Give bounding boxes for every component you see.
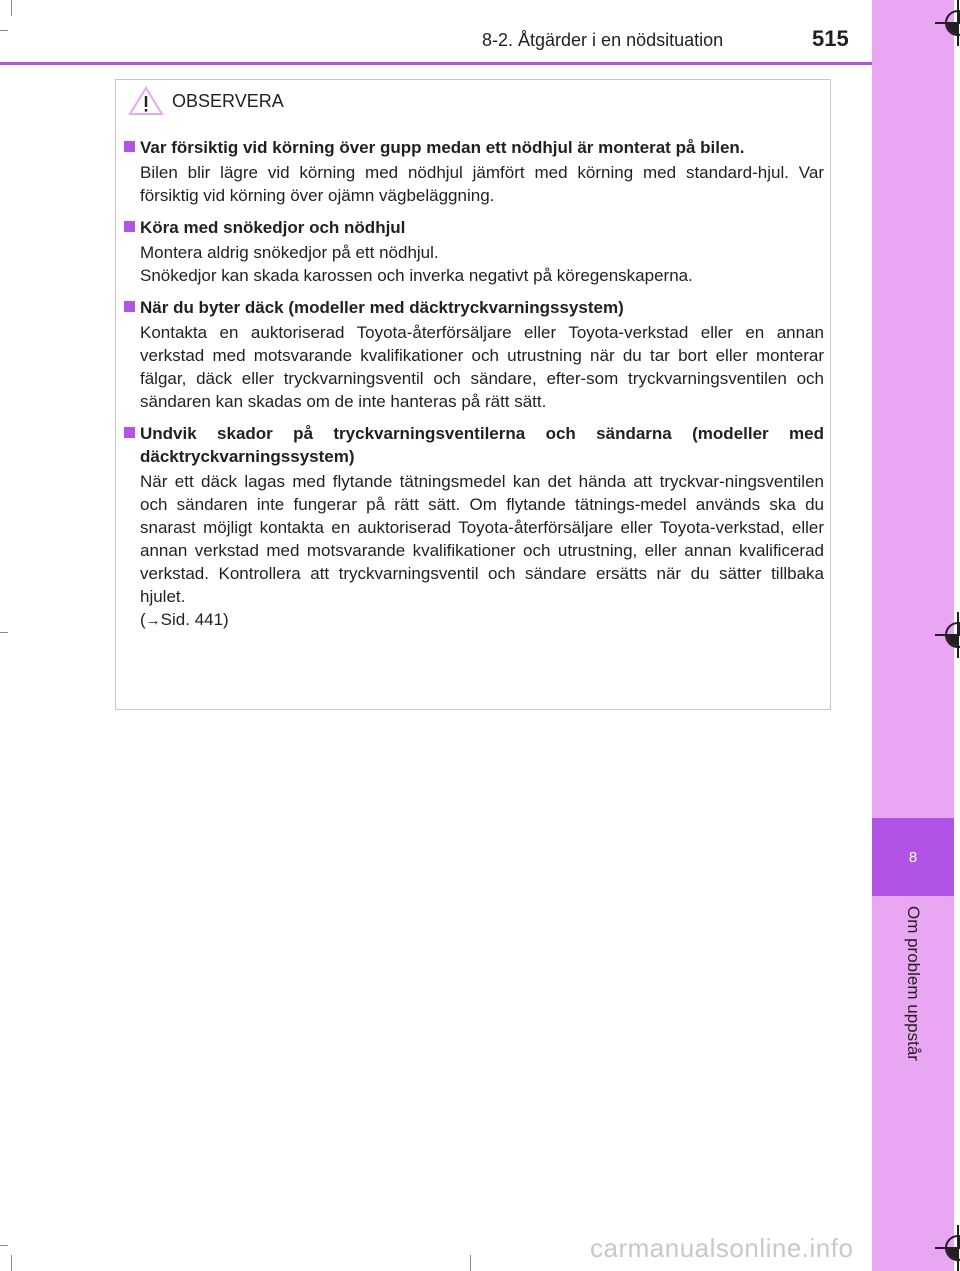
caution-item (124, 136, 824, 207)
caution-item (124, 296, 824, 413)
watermark: carmanualsonline.info (590, 1233, 854, 1263)
item-title: När du byter däck (modeller med däcktryckvarningssystem) (140, 298, 624, 317)
section-title: 8-2. Åtgärder i en nödsituation (482, 30, 724, 50)
item-title: Köra med snökedjor och nödhjul (140, 218, 406, 237)
chapter-title-tab (872, 906, 954, 1106)
chapter-number-tab (872, 818, 954, 896)
crop-mark (470, 1255, 471, 1271)
item-title: Undvik skador på tryckvarningsventilerna och sändarna (modeller med däcktryckvarningssystem) (140, 424, 824, 466)
warning-triangle-icon (128, 86, 164, 116)
caution-item (124, 216, 824, 287)
item-title: Var försiktig vid körning över gupp medan ett nödhjul är monterat på bilen. (140, 138, 745, 157)
bullet-square-icon (124, 301, 135, 312)
crop-mark (11, 0, 12, 16)
crop-mark (0, 1245, 8, 1246)
bullet-square-icon (124, 427, 135, 438)
caution-label: OBSERVERA (172, 90, 284, 111)
item-text: Snökedjor kan skada karossen och inverka negativt på köregenskaperna. (140, 266, 693, 285)
crop-mark (11, 1255, 12, 1271)
chapter-number: 8 (908, 848, 918, 866)
item-text: Montera aldrig snökedjor på ett nödhjul. (140, 243, 439, 262)
item-text: När ett däck lagas med flytande tätningsmedel kan det hända att tryckvar-ningsventilen och sändaren inte fungerar på rätt sätt. Om flytande tätnings-medel används ska du snarast möjligt kontakta en auktoriserad Toyota-återförsäljare eller Toyota-verkstad, eller annan verkstad med motsvarande kvalifikationer och utrustning, eller annan kvalificerad verkstad. Kontrollera att tryckvarningsventil och sändare ersätts när du sätter tillbaka hjulet. (140, 472, 824, 606)
item-text: Bilen blir lägre vid körning med nödhjul jämfört med körning med standard-hjul. Var försiktig vid körning över ojämn vägbeläggning. (140, 163, 824, 205)
page-number: 515 (812, 26, 849, 51)
crop-mark (0, 632, 8, 633)
bullet-square-icon (124, 221, 135, 232)
page-reference[interactable]: (→Sid. 441) (140, 610, 229, 629)
crop-mark (0, 30, 8, 31)
caution-content (124, 136, 824, 641)
arrow-right-icon: → (145, 612, 161, 629)
caution-heading (128, 84, 284, 118)
header-rule (0, 62, 872, 65)
bullet-square-icon (124, 141, 135, 152)
caution-item (124, 422, 824, 632)
item-text: Kontakta en auktoriserad Toyota-återförsäljare eller Toyota-verkstad eller en annan verkstad med motsvarande kvalifikationer och utrustning när du tar bort eller monterar fälgar, däck eller tryckvarningsventil och sändare, efter-som tryckvarningsventilen och sändaren kan skadas om de inte hanteras på rätt sätt. (140, 323, 824, 411)
chapter-title: Om problem uppstår (904, 906, 923, 1061)
